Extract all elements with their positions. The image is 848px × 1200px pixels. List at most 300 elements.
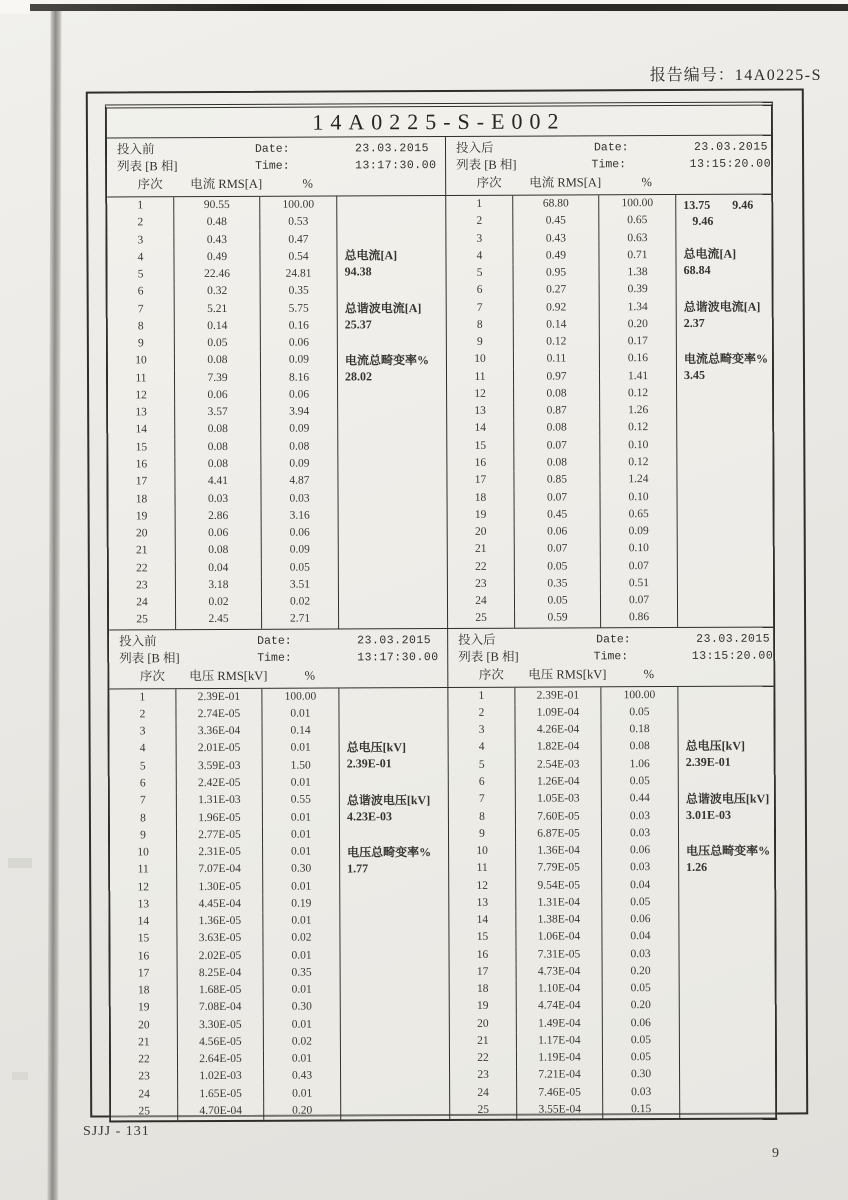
scan-page-edge: [26, 4, 848, 11]
table-cell: 18: [450, 981, 517, 999]
table-cell: 4.74E-04: [517, 998, 603, 1016]
table-cell: 10: [447, 351, 514, 369]
table-row: [447, 437, 677, 455]
list-label: 列表 [B 相]: [117, 159, 178, 174]
table-row: [447, 350, 677, 368]
table-cell: 22: [109, 560, 176, 578]
table-row: [111, 1068, 341, 1086]
table-cell: 8: [110, 810, 177, 828]
table-cell: 1.34: [600, 299, 677, 317]
table-cell: 22: [450, 1050, 517, 1068]
table-cell: 1.38: [600, 264, 677, 282]
table-cell: 0.20: [264, 1102, 341, 1120]
table-cell: 2.86: [176, 508, 262, 526]
table-cell: 0.08: [261, 438, 338, 456]
table-cell: 3: [449, 722, 516, 740]
table-cell: 24: [111, 1086, 178, 1104]
table-cell: 0.16: [600, 350, 677, 368]
table-cell: 0.63: [599, 230, 676, 248]
voltage-before-summary: [339, 688, 449, 1120]
table-cell: 0.04: [602, 877, 679, 895]
table-cell: 0.08: [514, 420, 600, 438]
table-cell: 2: [109, 706, 176, 724]
table-cell: 23: [109, 577, 176, 595]
table-cell: 8: [449, 808, 516, 826]
table-cell: 0.04: [602, 928, 679, 946]
table-cell: 0.02: [263, 930, 340, 948]
table-cell: 25: [111, 1103, 178, 1121]
table-cell: 24: [109, 594, 176, 612]
handwritten-annotation: [683, 197, 753, 229]
table-cell: 8.16: [261, 369, 338, 387]
table-cell: 0.07: [515, 541, 601, 559]
date-value: 23.03.2015: [696, 632, 771, 646]
table-cell: 18: [111, 982, 178, 1000]
table-cell: 0.01: [262, 705, 339, 723]
current-distortion-label: 电流总畸变率%: [683, 351, 768, 366]
time-value: 13:15:20.00: [691, 649, 774, 663]
table-cell: 7: [447, 299, 514, 317]
table-cell: 0.53: [260, 214, 337, 232]
table-row: [108, 369, 338, 387]
date-value: 23.03.2015: [693, 140, 769, 154]
table-cell: 0.47: [260, 231, 337, 249]
page-number: 9: [772, 1146, 779, 1161]
table-cell: 4.26E-04: [516, 721, 602, 739]
table-row: [108, 266, 338, 284]
table-cell: 0.16: [261, 317, 338, 335]
table-cell: 0.08: [175, 456, 261, 474]
table-cell: 4: [107, 249, 174, 267]
table-cell: 8: [108, 318, 175, 336]
table-cell: 0.05: [602, 773, 679, 791]
table-row: [111, 1085, 341, 1103]
table-cell: 2.74E-05: [176, 706, 262, 724]
table-cell: 1.30E-05: [177, 878, 263, 896]
scan-binding-shadow: [47, 11, 61, 1200]
voltage-table-header: [109, 626, 773, 689]
current-before-rows: [107, 196, 339, 629]
table-row: [108, 421, 338, 439]
table-row: [450, 1066, 680, 1084]
table-cell: 0.06: [602, 842, 679, 860]
table-cell: 0.01: [263, 913, 340, 931]
total-current-value: 94.38: [344, 264, 372, 279]
table-cell: 1.17E-04: [517, 1032, 603, 1050]
table-row: [449, 773, 679, 791]
table-row: [107, 214, 337, 232]
table-cell: 1.41: [600, 368, 677, 386]
voltage-after-header: [447, 627, 773, 686]
date-label: Date:: [593, 141, 629, 155]
table-cell: 68.80: [513, 195, 599, 213]
table-cell: 0.06: [262, 525, 339, 543]
table-cell: 0.65: [599, 212, 676, 230]
table-cell: 11: [449, 860, 516, 878]
table-row: [109, 507, 339, 525]
table-cell: 17: [108, 473, 175, 491]
time-label: Time:: [593, 649, 629, 664]
time-value: 13:15:20.00: [689, 157, 772, 171]
voltage-before-rows: [109, 688, 341, 1121]
table-cell: 1: [448, 687, 515, 705]
table-cell: 0.01: [264, 947, 341, 965]
table-cell: 8.25E-04: [178, 965, 264, 983]
voltage-distortion-value: 1.77: [347, 860, 369, 876]
status-label: 投入前: [119, 633, 157, 649]
table-row: [449, 825, 679, 843]
table-cell: 2: [446, 213, 513, 231]
table-row: [108, 283, 338, 301]
date-value: 23.03.2015: [357, 633, 432, 648]
table-cell: 9: [447, 334, 514, 352]
table-cell: 0.08: [175, 352, 261, 370]
table-cell: 20: [111, 1017, 178, 1035]
table-cell: 100.00: [260, 196, 337, 214]
table-row: [109, 688, 339, 706]
table-row: [108, 473, 338, 491]
total-harmonic-voltage-value: 3.01E-03: [685, 807, 731, 822]
table-cell: 1.49E-04: [517, 1015, 603, 1033]
table-row: [450, 997, 680, 1015]
table-cell: 0.15: [603, 1101, 680, 1119]
column-header-index: 序次: [476, 175, 502, 190]
table-cell: 0.01: [264, 1051, 341, 1069]
table-cell: 4.56E-05: [178, 1034, 264, 1052]
measurement-table: [105, 102, 777, 1123]
table-cell: 3.36E-04: [177, 723, 263, 741]
table-row: [107, 248, 337, 266]
table-cell: 3.55E-04: [517, 1101, 603, 1119]
table-cell: 6: [447, 282, 514, 300]
table-cell: 20: [109, 525, 176, 543]
table-cell: 0.45: [513, 213, 599, 231]
table-cell: 5.21: [175, 300, 261, 318]
table-cell: 16: [449, 946, 516, 964]
total-voltage-value: 2.39E-01: [346, 755, 392, 771]
table-row: [446, 195, 676, 213]
table-cell: 9: [449, 825, 516, 843]
table-cell: 0.35: [261, 283, 338, 301]
table-cell: 0.09: [261, 352, 338, 370]
table-row: [449, 790, 679, 808]
scan-speck: [8, 858, 32, 868]
table-cell: 19: [448, 506, 515, 524]
column-header-percent: %: [641, 175, 652, 190]
table-cell: 3: [107, 232, 174, 250]
table-cell: 0.07: [601, 558, 678, 576]
table-cell: 2.39E-01: [176, 688, 262, 706]
table-cell: 1.24: [600, 471, 677, 489]
total-harmonic-voltage-value: 4.23E-03: [346, 808, 392, 824]
table-cell: 0.06: [261, 335, 338, 353]
table-cell: 13: [449, 895, 516, 913]
table-cell: 10: [449, 843, 516, 861]
table-row: [108, 386, 338, 404]
table-cell: 22: [111, 1051, 178, 1069]
table-cell: 13: [108, 404, 175, 422]
time-label: Time:: [257, 651, 292, 665]
table-row: [447, 316, 677, 334]
table-cell: 0.05: [603, 1032, 680, 1050]
annotation-value: 9.46: [732, 197, 754, 212]
table-cell: 3.59E-03: [177, 758, 263, 776]
table-cell: 2.71: [262, 611, 339, 629]
time-value: 13:17:30.00: [355, 159, 437, 173]
total-voltage-label: 总电压[kV]: [685, 738, 745, 753]
table-cell: 0.30: [603, 1066, 680, 1084]
table-cell: 1.96E-05: [177, 809, 263, 827]
voltage-after-summary: [678, 686, 775, 1118]
scan-corner: [0, 0, 30, 14]
table-cell: 0.27: [514, 282, 600, 300]
table-cell: 7: [108, 301, 175, 319]
table-row: [108, 438, 338, 456]
time-label: Time:: [255, 159, 290, 173]
table-cell: 1.36E-05: [177, 913, 263, 931]
table-cell: 0.35: [515, 575, 601, 593]
table-cell: 1.26E-04: [516, 773, 602, 791]
table-cell: 2.31E-05: [177, 844, 263, 862]
time-label: Time:: [591, 158, 627, 172]
table-cell: 0.10: [601, 489, 678, 507]
current-after-rows: [446, 195, 678, 628]
column-header-percent: %: [643, 666, 655, 681]
report-number-header: [650, 62, 822, 85]
table-cell: 25: [450, 1102, 517, 1120]
table-cell: 4.41: [175, 473, 261, 491]
table-cell: 0.01: [263, 740, 340, 758]
table-cell: 0.08: [514, 385, 600, 403]
table-cell: 22.46: [175, 266, 261, 284]
total-voltage-value: 2.39E-01: [685, 754, 731, 769]
table-cell: 0.08: [602, 738, 679, 756]
table-row: [111, 964, 341, 982]
table-row: [449, 738, 679, 756]
table-cell: 0.03: [602, 825, 679, 843]
table-cell: 0.08: [176, 542, 262, 560]
table-cell: 4.73E-04: [517, 963, 603, 981]
table-row: [108, 300, 338, 318]
table-cell: 0.06: [261, 386, 338, 404]
table-cell: 0.09: [262, 542, 339, 560]
table-cell: 0.06: [176, 525, 262, 543]
table-cell: 0.92: [514, 299, 600, 317]
scan-speck: [12, 1072, 28, 1080]
table-cell: 6.87E-05: [516, 825, 602, 843]
table-row: [448, 704, 678, 722]
table-cell: 4.70E-04: [178, 1103, 264, 1121]
column-header-rms: 电压 RMS[kV]: [528, 666, 607, 682]
column-header-rms: 电流 RMS[A]: [529, 175, 602, 190]
table-cell: 3.16: [262, 507, 339, 525]
table-cell: 0.09: [261, 455, 338, 473]
table-cell: 5: [108, 266, 175, 284]
table-row: [111, 1033, 341, 1051]
column-header-rms: 电流 RMS[A]: [190, 176, 263, 192]
table-cell: 0.48: [174, 214, 260, 232]
voltage-before-header: [109, 629, 447, 688]
table-cell: 0.10: [601, 540, 678, 558]
table-cell: 0.20: [603, 997, 680, 1015]
table-cell: 9.54E-05: [516, 877, 602, 895]
table-row: [448, 489, 678, 507]
table-cell: 7.46E-05: [517, 1084, 603, 1102]
table-cell: 4: [446, 248, 513, 266]
table-row: [448, 592, 678, 610]
voltage-after-body: [447, 686, 775, 1119]
table-row: [109, 542, 339, 560]
table-cell: 8: [447, 317, 514, 335]
table-cell: 4: [110, 741, 177, 759]
table-cell: 10: [108, 353, 175, 371]
table-row: [108, 455, 338, 473]
table-cell: 0.43: [174, 231, 260, 249]
table-cell: 1.38E-04: [516, 911, 602, 929]
table-row: [110, 844, 340, 862]
table-cell: 7.07E-04: [177, 861, 263, 879]
table-row: [449, 877, 679, 895]
table-row: [447, 385, 677, 403]
table-row: [109, 559, 339, 577]
table-cell: 4.87: [261, 473, 338, 491]
table-cell: 0.87: [514, 403, 600, 421]
report-number-label: 报告编号：: [649, 67, 735, 84]
table-cell: 17: [447, 472, 514, 490]
table-cell: 0.19: [263, 895, 340, 913]
table-cell: 14: [110, 913, 177, 931]
status-label: 投入后: [458, 632, 496, 647]
table-cell: 1.31E-03: [177, 792, 263, 810]
table-cell: 1.36E-04: [516, 842, 602, 860]
table-cell: 15: [108, 439, 175, 457]
table-row: [111, 982, 341, 1000]
table-cell: 0.85: [514, 472, 600, 490]
table-cell: 24: [448, 593, 515, 611]
table-cell: 9: [108, 335, 175, 353]
table-cell: 3.51: [262, 576, 339, 594]
annotation-value: 13.75: [683, 197, 711, 212]
table-cell: 1.82E-04: [516, 739, 602, 757]
table-cell: 0.20: [603, 963, 680, 981]
list-label: 列表 [B 相]: [456, 157, 517, 172]
table-cell: 0.07: [515, 489, 601, 507]
table-cell: 0.55: [263, 792, 340, 810]
table-row: [111, 1016, 341, 1034]
table-cell: 2.02E-05: [178, 947, 264, 965]
voltage-distortion-label: 电压总畸变率%: [347, 844, 432, 860]
total-current-label: 总电流[A]: [344, 248, 398, 263]
table-cell: 0.03: [176, 490, 262, 508]
table-cell: 16: [447, 455, 514, 473]
voltage-table-body: [109, 686, 775, 1121]
table-cell: 1.31E-04: [516, 894, 602, 912]
table-row: [110, 930, 340, 948]
list-label: 列表 [B 相]: [458, 649, 519, 664]
table-cell: 0.08: [175, 439, 261, 457]
table-row: [111, 1051, 341, 1069]
table-cell: 0.39: [600, 281, 677, 299]
table-cell: 0.71: [599, 247, 676, 265]
current-distortion-value: 28.02: [344, 369, 373, 384]
table-row: [448, 575, 678, 593]
table-cell: 17: [450, 964, 517, 982]
table-cell: 12: [108, 387, 175, 405]
table-row: [447, 419, 677, 437]
total-harmonic-current-value: 25.37: [344, 317, 372, 332]
table-cell: 0.43: [513, 230, 599, 248]
table-cell: 20: [450, 1015, 517, 1033]
table-cell: 12: [110, 879, 177, 897]
table-cell: 0.07: [601, 592, 678, 610]
outer-frame: [86, 88, 808, 1117]
table-cell: 4.45E-04: [177, 896, 263, 914]
table-cell: 0.03: [602, 946, 679, 964]
table-cell: 0.01: [263, 809, 340, 827]
table-cell: 1.02E-03: [178, 1068, 264, 1086]
status-label: 投入前: [116, 142, 155, 157]
table-row: [449, 859, 679, 877]
table-cell: 0.44: [602, 790, 679, 808]
table-cell: 13: [110, 896, 177, 914]
table-cell: 19: [450, 998, 517, 1016]
table-cell: 9: [110, 827, 177, 845]
table-cell: 2.39E-01: [515, 687, 601, 705]
total-current-value: 68.84: [683, 262, 711, 277]
table-row: [450, 980, 680, 998]
table-row: [447, 368, 677, 386]
status-label: 投入后: [455, 140, 494, 155]
table-row: [109, 525, 339, 543]
table-cell: 0.65: [601, 506, 678, 524]
table-cell: 7.31E-05: [516, 946, 602, 964]
table-cell: 0.06: [175, 387, 261, 405]
total-harmonic-voltage-label: 总谐波电压[kV]: [685, 791, 770, 806]
list-label: 列表 [B 相]: [119, 650, 180, 666]
table-cell: 0.03: [602, 859, 679, 877]
table-cell: 0.08: [514, 454, 600, 472]
table-cell: 0.49: [513, 247, 599, 265]
table-cell: 21: [448, 541, 515, 559]
table-cell: 15: [447, 437, 514, 455]
table-cell: 0.03: [602, 807, 679, 825]
table-cell: 2.64E-05: [178, 1051, 264, 1069]
table-cell: 12: [447, 386, 514, 404]
table-cell: 11: [110, 861, 177, 879]
table-row: [448, 687, 678, 705]
table-cell: 2: [448, 705, 515, 723]
table-cell: 0.14: [514, 316, 600, 334]
table-row: [449, 842, 679, 860]
table-cell: 0.06: [515, 523, 601, 541]
table-cell: 0.01: [263, 826, 340, 844]
table-cell: 0.05: [602, 894, 679, 912]
date-label: Date:: [257, 634, 292, 648]
table-row: [111, 999, 341, 1017]
table-cell: 3.94: [261, 404, 338, 422]
table-cell: 0.05: [515, 558, 601, 576]
table-cell: 6: [108, 284, 175, 302]
total-voltage-label: 总电压[kV]: [346, 739, 407, 755]
table-cell: 3.63E-05: [177, 930, 263, 948]
table-row: [107, 231, 337, 249]
table-cell: 2.01E-05: [177, 740, 263, 758]
column-header-percent: %: [304, 668, 316, 683]
table-cell: 1.06E-04: [516, 929, 602, 947]
table-cell: 21: [111, 1034, 178, 1052]
table-cell: 15: [110, 931, 177, 949]
total-harmonic-current-label: 总谐波电流[A]: [344, 301, 422, 316]
